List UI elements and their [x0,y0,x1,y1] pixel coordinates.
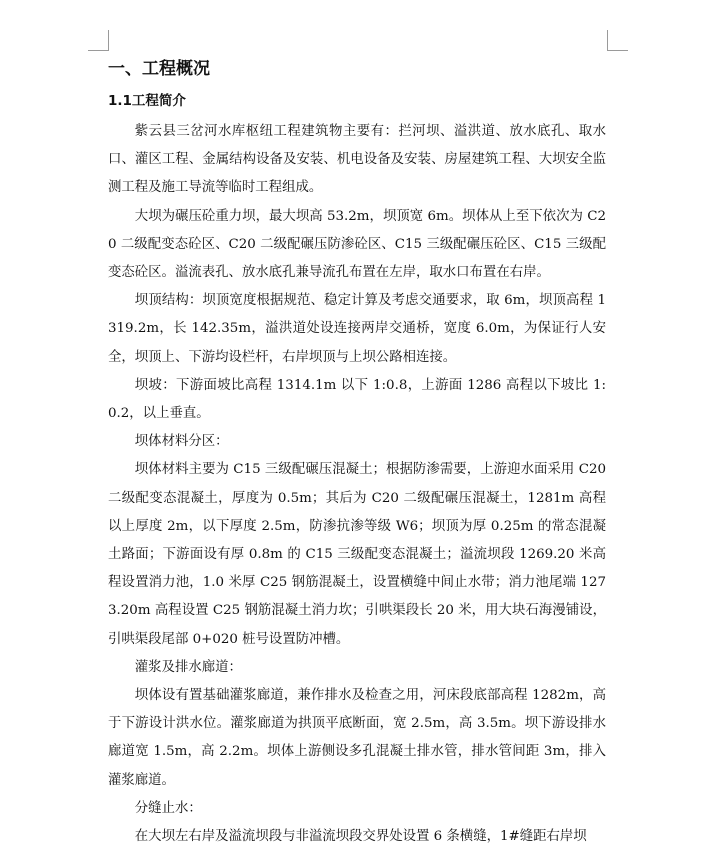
document-body [108,56,606,851]
paragraph-joint: 在大坝左右岸及溢流坝段与非溢流坝段交界处设置 6 条横缝，1#缝距右岸坝 [134,829,587,845]
crop-mark-top-right [607,30,628,51]
paragraph-material-zoning: 坝体材料主要为 C15 三级配碾压混凝土；根据防渗需要，上游迎水面采用 C20 二级配变态混凝土，厚度为 0.5m；其后为 C20 二级配碾压混凝土，1281m 高程以上厚度 2m，以下厚度 2.5m，防渗抗渗等级 W6；坝顶为厚 0.25m 的常态混凝土路面；下游面设有厚 0.8m 的 C15 三级配变态混凝土；溢流坝段 1269.20 米高程设置消力池，1.0 米厚 C25 钢筋混凝土，设置横缝中间止水带；消力池尾端 1273.20m 高程设置 C25 钢筋混凝土消力坎；引哄渠段长 20 米，用大块石海漫铺设，引哄渠段尾部 0+020 桩号设置防冲槽。 [108,462,606,647]
paragraph-dam-slope: 坝坡：下游面坡比高程 1314.1m 以下 1:0.8，上游面 1286 高程以下坡比 1:0.2，以上垂直。 [108,377,606,422]
paragraph-dam-type: 大坝为碾压砼重力坝，最大坝高 53.2m，坝顶宽 6m。坝体从上至下依次为 C20 二级配变态砼区、C20 二级配碾压防渗砼区、C15 三级配碾压砼区、C15 三级配变态砼区。溢流表孔、放水底孔兼导流孔布置在左岸，取水口布置在右岸。 [108,208,606,281]
paragraph-joint-label: 分缝止水： [134,800,202,816]
crop-mark-top-left [88,30,109,51]
paragraph-gallery-label: 灌浆及排水廊道： [134,659,242,675]
section-heading: 一、工程概况 [108,59,210,79]
paragraph-material-zoning-label: 坝体材料分区： [134,434,229,450]
paragraph-crest-structure: 坝顶结构：坝顶宽度根据规范、稳定计算及考虑交通要求，取 6m，坝顶高程 1319.2m，长 142.35m，溢洪道处设连接两岸交通桥，宽度 6.0m，为保证行人安全，坝顶上、下游均设栏杆，右岸坝顶与上坝公路相连接。 [108,293,606,365]
paragraph-overview: 紫云县三岔河水库枢纽工程建筑物主要有：拦河坝、溢洪道、放水底孔、取水口、灌区工程、金属结构设备及安装、机电设备及安装、房屋建筑工程、大坝安全监测工程及施工导流等临时工程组成。 [108,124,606,196]
subsection-heading: 1.1工程简介 [108,93,186,109]
paragraph-gallery: 坝体设有置基础灌浆廊道，兼作排水及检查之用，河床段底部高程 1282m，高于下游设计洪水位。灌浆廊道为拱顶平底断面，宽 2.5m，高 3.5m。坝下游设排水廊道宽 1.5m，高 2.2m。坝体上游侧设多孔混凝土排水管，排水管间距 3m，排入灌浆廊道。 [108,688,606,788]
